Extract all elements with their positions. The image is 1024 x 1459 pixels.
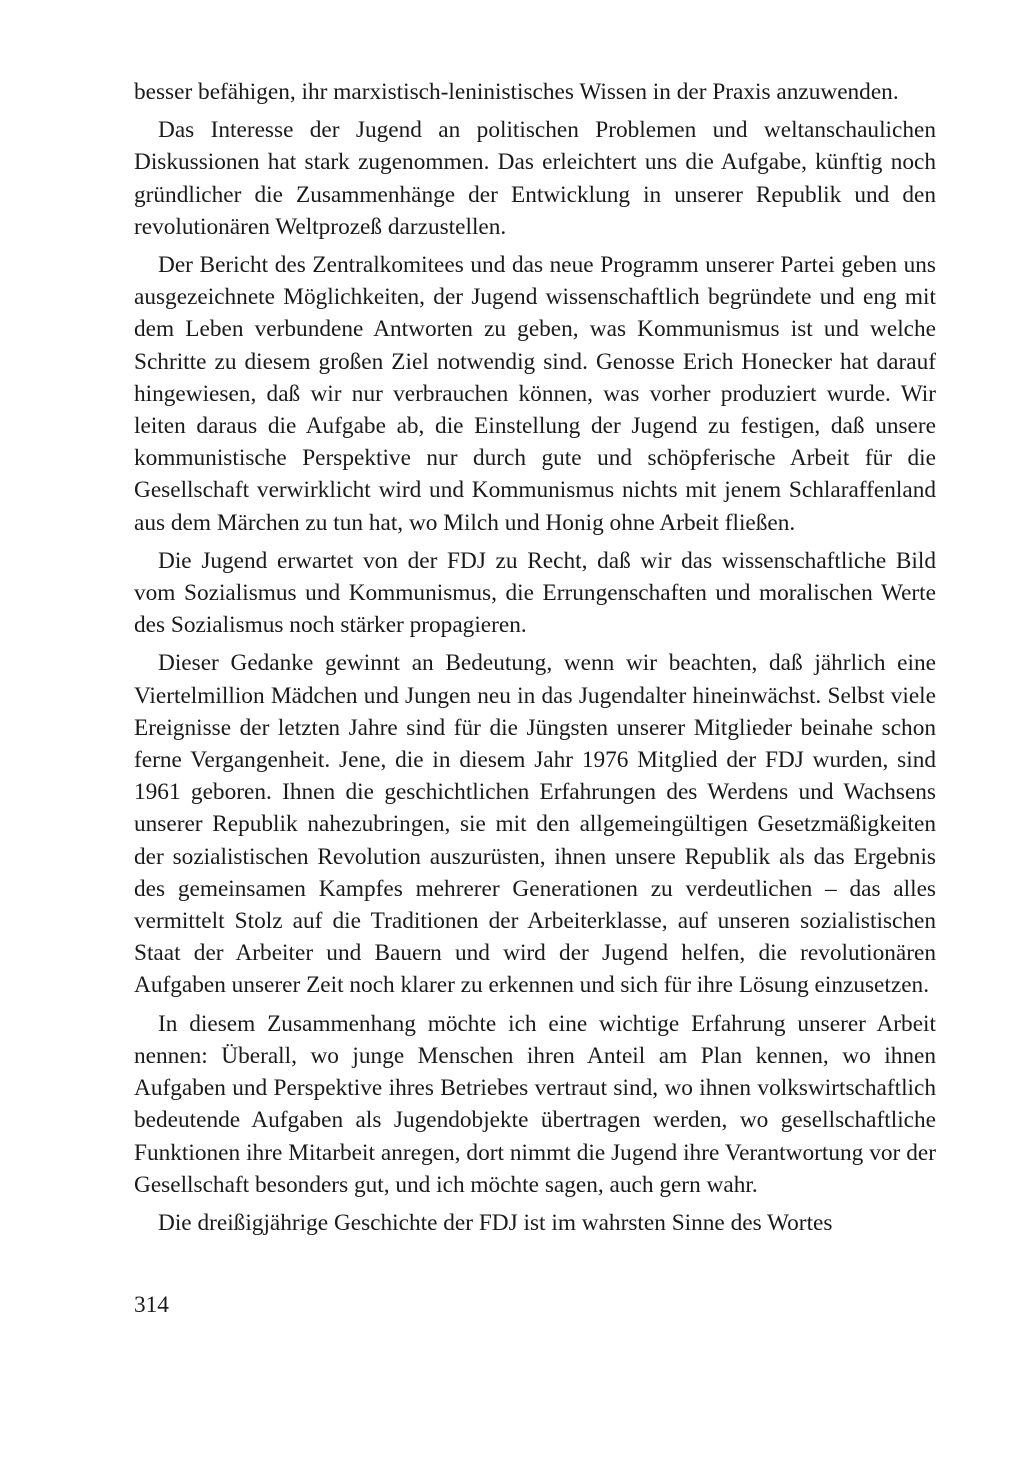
page-body: [134, 76, 936, 1245]
paragraph: besser befähigen, ihr marxistisch-leninistisches Wissen in der Praxis anzuwenden.: [134, 79, 899, 105]
page-number: 314: [134, 1292, 169, 1318]
paragraph: Das Interesse der Jugend an politischen Problemen und weltanschaulichen Diskussionen hat stark zugenommen. Das erleichtert uns die Aufgabe, künftig noch gründlicher die Zusammenhänge der Entwicklung in unserer Republik und den revolutionären Weltprozeß darzustellen.: [134, 117, 936, 240]
paragraph: Die dreißigjährige Geschichte der FDJ ist im wahrsten Sinne des Wortes: [158, 1209, 833, 1236]
paragraph: Der Bericht des Zentralkomitees und das neue Programm unserer Partei geben uns ausgezeichnete Möglichkeiten, der Jugend wissenschaftlich begründete und eng mit dem Leben verbundene Antworten zu geben, was Kommunismus ist und welche Schritte zu diesem großen Ziel notwendig sind. Genosse Erich Honecker hat darauf hingewiesen, daß wir nur verbrauchen können, was vorher produziert wurde. Wir leiten daraus die Aufgabe ab, die Einstellung der Jugend zu festigen, daß unsere kommunistische Perspektive nur durch gute und schöpferische Arbeit für die Gesellschaft verwirklicht wird und Kommunismus nichts mit jenem Schlaraffenland aus dem Märchen zu tun hat, wo Milch und Honig ohne Arbeit fließen.: [134, 252, 936, 536]
paragraph: Dieser Gedanke gewinnt an Bedeutung, wenn wir beachten, daß jährlich eine Viertelmillion Mädchen und Jungen neu in das Jugendalter hineinwächst. Selbst viele Ereignisse der letzten Jahre sind für die Jüngsten unserer Mitglieder beinahe schon ferne Vergangenheit. Jene, die in diesem Jahr 1976 Mitglied der FDJ wurden, sind 1961 geboren. Ihnen die geschichtlichen Erfahrungen des Werdens und Wachsens unserer Republik nahezubringen, sie mit den allgemeingültigen Gesetzmäßigkeiten der sozialistischen Revolution auszurüsten, ihnen unsere Republik als das Ergebnis des gemeinsamen Kampfes mehrerer Generationen zu verdeutlichen – das alles vermittelt Stolz auf die Traditionen der Arbeiterklasse, auf unseren sozialistischen Staat der Arbeiter und Bauern und wird der Jugend helfen, die revolutionären Aufgaben unserer Zeit noch klarer zu erkennen und sich für ihre Lösung einzusetzen.: [134, 650, 936, 999]
paragraph: In diesem Zusammenhang möchte ich eine wichtige Erfahrung unserer Arbeit nennen: Überall, wo junge Menschen ihren Anteil am Plan kennen, wo ihnen Aufgaben und Perspektive ihres Betriebes vertraut sind, wo ihnen volkswirtschaftlich bedeutende Aufgaben als Jugendobjekte übertragen werden, wo gesellschaftliche Funktionen ihre Mitarbeit anregen, dort nimmt die Jugend ihre Verantwortung vor der Gesellschaft besonders gut, und ich möchte sagen, auch gern wahr.: [134, 1010, 936, 1198]
paragraph: Die Jugend erwartet von der FDJ zu Recht, daß wir das wissenschaftliche Bild vom Sozialismus und Kommunismus, die Errungenschaften und moralischen Werte des Sozialismus noch stärker propagieren.: [134, 547, 936, 639]
